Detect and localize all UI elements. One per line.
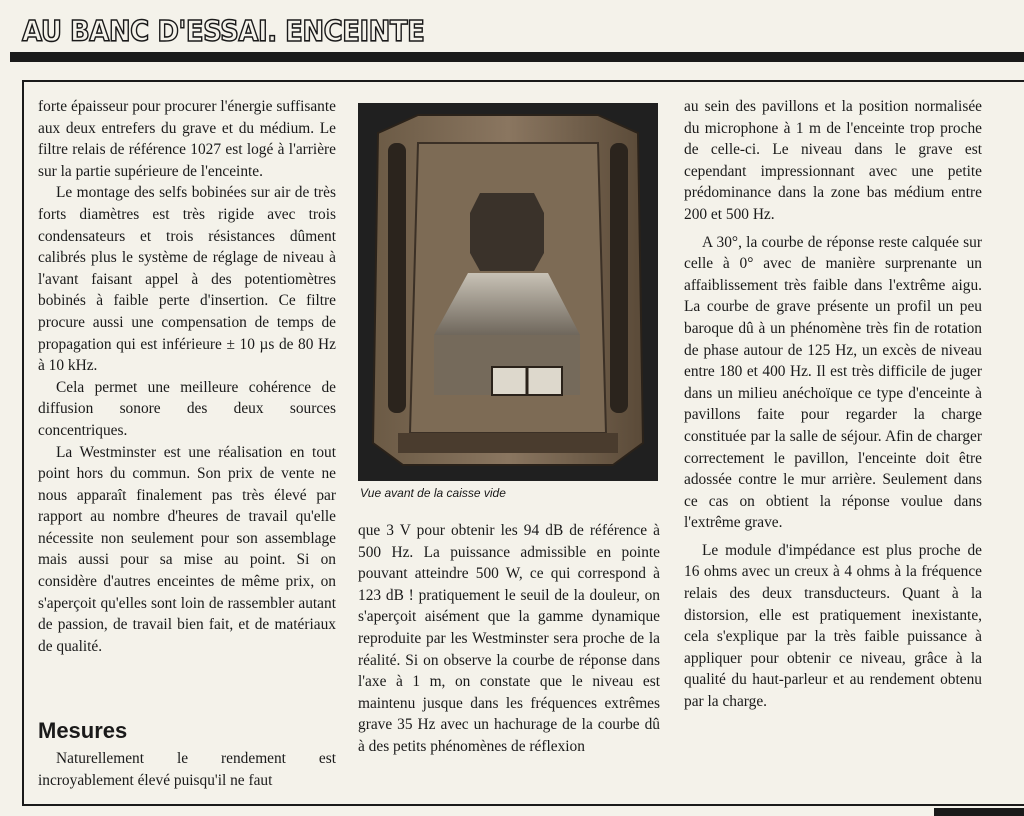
header-rule	[10, 52, 1024, 62]
speaker-cabinet-image	[358, 103, 658, 481]
speaker-photo	[358, 103, 658, 481]
paragraph: Le module d'impédance est plus proche de 16 ohms avec un creux à 4 ohms à la fréquence relais des deux transducteurs. Quant à la distorsion, elle est pratiquement inexistante, cela s'explique par la très faible puissance à appliquer pour obtenir ce niveau, grâce à la qualité du haut-parleur et au rendement obtenu par la charge.	[684, 541, 982, 711]
section-header: AU BANC D'ESSAI. ENCEINTE	[22, 15, 425, 49]
paragraph: A 30°, la courbe de réponse reste calquée sur celle à 0° avec de manière surprenante un affaiblissement très faible dans l'extrême aigu. La courbe de grave présente un profil un peu baroque dû à un phénomène très fin de rotation de phase autour de 125 Hz, un excès de niveau entre 180 et 400 Hz. Il est très difficile de juger dans un milieu anéchoïque ce type d'enceinte à pavillons faite pour regarder la charge constituée par la salle de séjour. Afin de charger correctement le pavillon, l'enceinte doit être adossée contre le mur arrière. Seulement dans ce cas on obtient la réponse voulue dans l'extrême grave.	[684, 233, 982, 532]
paragraph: forte épaisseur pour procurer l'énergie suffisante aux deux entrefers du grave et du médium. Le filtre relais de référence 1027 est logé à l'arrière sur la partie supérieure de l'enceinte.	[38, 98, 336, 180]
section-text	[38, 748, 336, 791]
paragraph: au sein des pavillons et la position normalisée du microphone à 1 m de l'enceinte trop proche de celle-ci. Le niveau dans le grave est cependant impressionnant avec une petite prédominance dans la zone bas médium entre 200 et 500 Hz.	[684, 98, 982, 223]
paragraph: Naturellement le rendement est incroyablement élevé puisqu'il ne faut	[38, 750, 336, 789]
paragraph: Cela permet une meilleure cohérence de diffusion sonore des deux sources concentriques.	[38, 378, 336, 439]
paragraph: Le montage des selfs bobinées sur air de très forts diamètres est très rigide avec trois condensateurs et trois résistances dûment calibrés plus le système de réglage de niveau à l'avant faisant appel à des potentiomètres bobinés à faible perte d'insertion. Ce filtre procure aussi une compensation de temps de propagation qui est inférieure ± 10 µs de 80 Hz à 10 kHz.	[38, 184, 336, 375]
paragraph: La Westminster est une réalisation en tout point hors du commun. Son prix de vente ne nous apparaît finalement pas très élevé par rapport au nombre d'heures de travail qu'elle nécessite non seulement pour son assemblage mais aussi pour sa mise au point. Si on considère d'autres enceintes de même prix, on s'aperçoit qu'elles sont loin de rassembler autant de passion, de travail bien fait, et de matériaux de qualité.	[38, 443, 336, 655]
text-column-2	[358, 520, 660, 758]
section-title: Mesures	[38, 718, 128, 743]
page-corner-mark	[934, 808, 1024, 816]
paragraph: que 3 V pour obtenir les 94 dB de référence à 500 Hz. La puissance admissible en pointe pouvant atteindre 500 W, ce qui correspond à 123 dB ! pratiquement le seuil de la douleur, on s'aperçoit aisément que la gamme dynamique reproduite par les Westminster sera proche de la réalité. Si on observe la courbe de réponse dans l'axe à 1 m, on constate que le niveau est maintenu jusque dans les fréquences extrêmes grave 35 Hz avec un hachurage de la courbe dû à des petits phénomènes de réflexion	[358, 522, 660, 755]
text-column-3	[684, 96, 982, 713]
photo-caption: Vue avant de la caisse vide	[360, 486, 506, 500]
text-column-1	[38, 96, 336, 657]
